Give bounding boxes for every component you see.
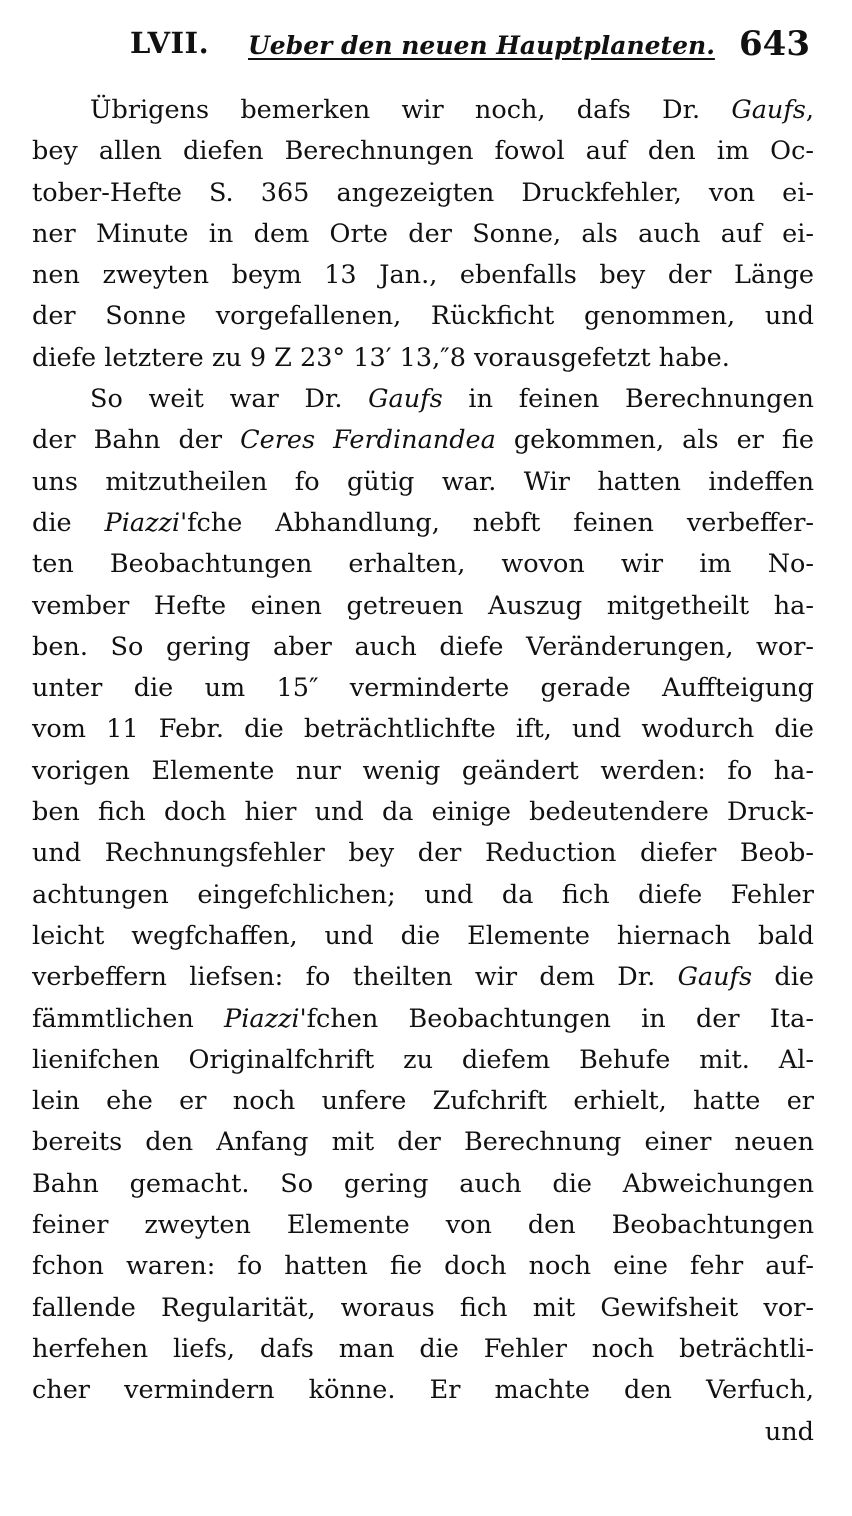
text-line-content xyxy=(32,462,814,503)
text-line xyxy=(32,1081,814,1122)
text-run: bey allen diefen Berechnungen fowol auf den im Oc- xyxy=(32,136,814,167)
text-line xyxy=(32,255,814,296)
text-run: achtungen eingefchlichen; und da fich diefe Fehler xyxy=(32,879,814,910)
text-line-content xyxy=(32,586,814,627)
text-run: , xyxy=(805,95,814,125)
text-run: fchon waren: fo hatten fie doch noch eine fehr auf- xyxy=(32,1251,814,1282)
text-line xyxy=(32,833,814,874)
text-line xyxy=(32,999,814,1040)
text-line-content xyxy=(32,751,814,792)
text-run: vom 11 Febr. die beträchtlichfte ift, und wodurch die xyxy=(32,714,814,745)
text-line-content xyxy=(32,1288,814,1329)
text-run: die xyxy=(32,507,105,538)
text-line-content xyxy=(32,255,814,296)
text-line-content xyxy=(32,296,814,337)
text-line-content xyxy=(90,379,814,420)
text-line-content xyxy=(32,957,814,998)
text-run: in feinen Berechnungen xyxy=(442,384,814,415)
text-line xyxy=(32,1122,814,1163)
text-line xyxy=(32,1370,814,1411)
text-line-content xyxy=(32,875,814,916)
body-text xyxy=(32,90,814,1453)
text-line-content xyxy=(32,792,814,833)
text-line-content xyxy=(32,503,814,544)
text-run: 'fche Abhandlung, nebft feinen verbeffer- xyxy=(180,507,814,538)
text-line xyxy=(32,627,814,668)
text-line-content xyxy=(32,420,814,461)
italic-name: Gaufs xyxy=(677,962,753,993)
text-run: Bahn gemacht. So gering auch die Abweichungen xyxy=(32,1168,814,1199)
text-line xyxy=(32,1412,814,1453)
text-line xyxy=(32,957,814,998)
text-run: ben. So gering aber auch diefe Veränderungen, wor- xyxy=(32,631,814,662)
text-run: gekommen, als er fie xyxy=(495,425,814,456)
text-run: ner Minute in dem Orte der Sonne, als auch auf ei- xyxy=(32,218,814,249)
text-line-content xyxy=(32,627,814,668)
text-run: und xyxy=(764,1416,814,1447)
text-run: herfehen liefs, dafs man die Fehler noch beträchtli- xyxy=(32,1333,814,1364)
text-run: tober-Hefte S. 365 angezeigten Druckfehler, von ei- xyxy=(32,177,814,208)
text-line xyxy=(32,1164,814,1205)
text-line xyxy=(32,131,814,172)
text-line xyxy=(32,90,814,131)
text-line xyxy=(32,1246,814,1287)
text-line xyxy=(32,214,814,255)
text-line-content xyxy=(32,131,814,172)
text-run: verbeffern liefsen: fo theilten wir dem Dr. xyxy=(32,962,678,993)
text-line xyxy=(32,1329,814,1370)
text-line xyxy=(32,296,814,337)
text-line-content xyxy=(32,916,814,957)
text-line-content xyxy=(32,173,814,214)
text-run: feiner zweyten Elemente von den Beobachtungen xyxy=(32,1210,814,1241)
text-line-content xyxy=(32,544,814,585)
italic-name: Piazzi xyxy=(104,507,181,538)
text-run: 'fchen Beobachtungen in der Ita- xyxy=(299,1003,814,1034)
text-line xyxy=(32,1288,814,1329)
text-line xyxy=(32,709,814,750)
text-run: der Bahn der xyxy=(32,425,241,456)
text-run: lein ehe er noch unfere Zufchrift erhielt, hatte er xyxy=(32,1086,814,1117)
text-run: Übrigens bemerken wir noch, dafs Dr. xyxy=(90,95,732,125)
text-line xyxy=(32,916,814,957)
text-run: diefe letztere zu 9 Z 23° 13′ 13,″8 vorausgefetzt habe. xyxy=(32,342,730,373)
text-line-content xyxy=(32,1040,814,1081)
text-run: und Rechnungsfehler bey der Reduction diefer Beob- xyxy=(32,838,814,869)
text-line-content xyxy=(32,1122,814,1163)
text-run: leicht wegfchaffen, und die Elemente hiernach bald xyxy=(32,920,814,951)
text-run: der Sonne vorgefallenen, Rückficht genommen, und xyxy=(32,301,814,332)
text-run: So weit war Dr. xyxy=(90,384,369,415)
text-line xyxy=(32,338,814,379)
text-line xyxy=(32,792,814,833)
text-line xyxy=(32,173,814,214)
text-run: vorigen Elemente nur wenig geändert werden: fo ha- xyxy=(32,755,814,786)
text-line-content xyxy=(32,1412,814,1453)
running-title: Ueber den neuen Hauptplaneten. xyxy=(248,31,715,60)
text-line-content xyxy=(32,668,814,709)
italic-name: Piazzi xyxy=(224,1003,300,1034)
text-line-content xyxy=(32,1329,814,1370)
text-line-content xyxy=(32,214,814,255)
text-line-content xyxy=(32,1246,814,1287)
italic-name: Gaufs xyxy=(368,384,443,415)
text-line xyxy=(32,379,814,420)
text-line-content xyxy=(90,90,814,131)
text-line-content xyxy=(32,1370,814,1411)
text-line xyxy=(32,875,814,916)
running-header xyxy=(130,26,820,76)
text-line-content xyxy=(32,709,814,750)
text-run: bereits den Anfang mit der Berechnung einer neuen xyxy=(32,1127,814,1158)
text-run: vember Hefte einen getreuen Auszug mitgetheilt ha- xyxy=(32,590,814,621)
text-run: fämmtlichen xyxy=(32,1003,225,1034)
italic-name: Gaufs xyxy=(731,95,806,125)
section-number: LVII. xyxy=(130,26,210,60)
text-run: nen zweyten beym 13 Jan., ebenfalls bey der Länge xyxy=(32,260,814,291)
text-run: lienifchen Originalfchrift zu diefem Behufe mit. Al- xyxy=(32,1044,814,1075)
text-run: cher vermindern könne. Er machte den Verfuch, xyxy=(32,1375,814,1406)
text-run: ben fich doch hier und da einige bedeutendere Druck- xyxy=(32,797,814,828)
text-line xyxy=(32,420,814,461)
text-line xyxy=(32,751,814,792)
text-line-content xyxy=(32,833,814,874)
text-line xyxy=(32,544,814,585)
text-line-content xyxy=(32,1205,814,1246)
text-line-content xyxy=(32,999,814,1040)
text-line-content xyxy=(32,1081,814,1122)
text-run: fallende Regularität, woraus fich mit Gewifsheit vor- xyxy=(32,1292,814,1323)
text-run: uns mitzutheilen fo gütig war. Wir hatten indeffen xyxy=(32,466,814,497)
text-run: die xyxy=(752,962,814,993)
text-run: ten Beobachtungen erhalten, wovon wir im No- xyxy=(32,549,814,580)
text-line-content xyxy=(32,338,814,379)
text-line-content xyxy=(32,1164,814,1205)
italic-name: Ceres Ferdinandea xyxy=(240,425,496,456)
text-line xyxy=(32,668,814,709)
text-run: unter die um 15″ verminderte gerade Auffteigung xyxy=(32,673,814,704)
text-line xyxy=(32,1205,814,1246)
text-line xyxy=(32,462,814,503)
text-line xyxy=(32,1040,814,1081)
text-line xyxy=(32,586,814,627)
text-line xyxy=(32,503,814,544)
page-number: 643 xyxy=(739,24,810,64)
